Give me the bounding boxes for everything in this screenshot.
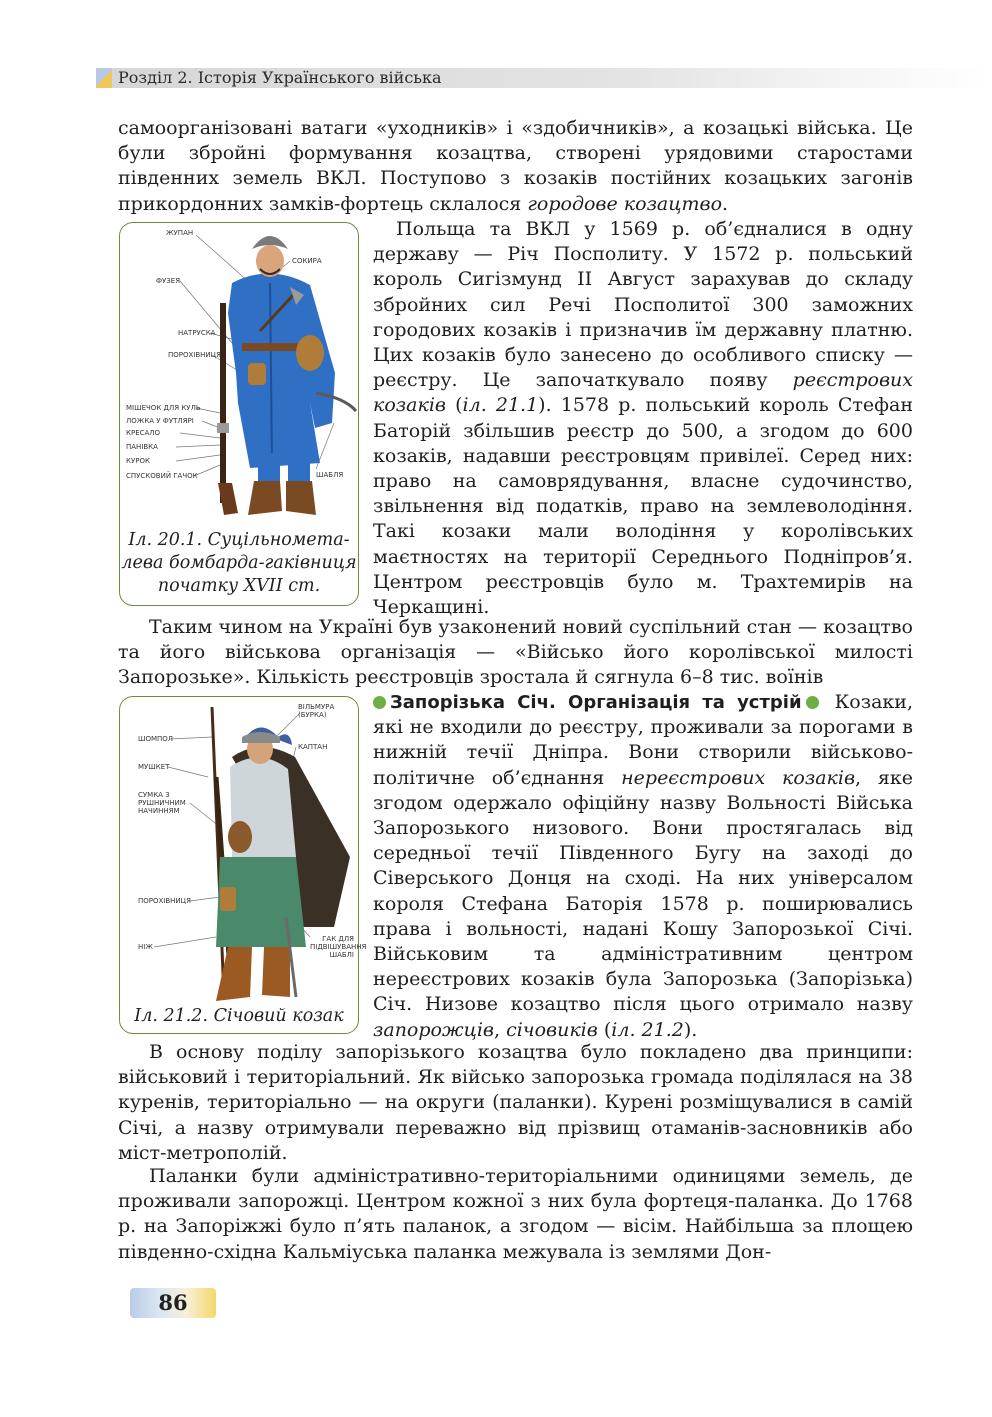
label-kurok: КУРОК xyxy=(126,457,150,465)
label-porokhivnytsia-2: ПОРОХІВНИЦЯ xyxy=(138,897,191,905)
paragraph-1: самоорганізовані ватаги «уходників» і «здобичників», а козацькі війська. Це були збройні формування козацтва, створені урядовими старостами південних земель ВКЛ. Поступово з козаків постійних козацьких загонів прикордонних замків-фортець склалося городове козацтво. xyxy=(118,117,913,215)
figure-21-2-caption: Іл. 21.2. Січовий козак xyxy=(134,1006,344,1026)
label-kaptan: КАПТАН xyxy=(298,743,328,751)
paragraph-2: Польща та ВКЛ у 1569 р. об’єдналися в одну державу — Річ Посполиту. У 1572 р. польський король Сигізмунд ІІ Август зарахував до складу збройних сил Речі Посполитої 300 заможних городових козаків і призначив їм державну платню. Цих козаків було занесено до особливого списку — реєстру. Це започаткувало появу реєстрових козаків (іл. 21.1). 1578 р. польський король Стефан Баторій збільшив реєстр до 500, а згодом до 600 козаків, надавши реєстровцям привілеї. Серед них: право на самоврядування, власне судочинство, звільнення від податків, право на землеволодіння. Такі козаки мали володіння у королівських маєтностях на території Середнього Подніпров’я. Центром реєстровців було м. Трахтемирів на Черкащині. xyxy=(373,218,914,619)
figure-20-1 xyxy=(119,222,359,606)
bullet-icon xyxy=(806,696,819,709)
figure-21-2 xyxy=(119,696,367,1034)
label-shompol: ШОМПОЛ xyxy=(138,735,174,743)
paragraph-4: Запорізька Січ. Організація та устрій Козаки, які не входили до реєстру, проживали за порогами в нижній течії Дніпра. Вони створили військово-політичне об’єднання нереєстрових козаків, яке згодом одержало офіційну назву Вольності Війська Запорозького низового. Вони простягалась від середньої течії Південного Бугу на заході до Сіверського Донця на сході. На них універсалом короля Стефана Баторія 1578 р. поширювались права і вольності, надані Кошу Запорозької Січі. Військовим та адміністративним центром нереєстрових козаків була Запорозька (Запорізька) Січ. Низове козацтво після цього отримало назву запорожців, січовиків (іл. 21.2). xyxy=(373,691,913,1041)
header-corner-mark xyxy=(96,68,112,88)
label-porokhivnytsia: ПОРОХІВНИЦЯ xyxy=(168,351,221,359)
label-zhupan: ЖУПАН xyxy=(166,229,194,237)
label-lozhka: ЛОЖКА У ФУТЛЯРІ xyxy=(126,417,194,425)
label-vilmura: ВІЛЬМУРА (БУРКА) xyxy=(298,703,335,719)
label-shablia: ШАБЛЯ xyxy=(316,471,344,479)
figure-20-1-caption: Іл. 20.1. Суцільномета- лева бомбарда-гаківниця початку XVII ст. xyxy=(121,530,357,596)
label-nizh: НІЖ xyxy=(138,943,153,951)
label-fuzeia: ФУЗЕЯ xyxy=(156,277,181,285)
label-mushket: МУШКЕТ xyxy=(138,763,170,771)
paragraph-6: Паланки були адміністративно-територіальними одиницями земель, де проживали запорожці. Центром кожної з них була фортеця-паланка. До 1768 р. на Запоріжжі було п’ять паланок, а згодом — вісім. Найбільша за площею південно-східна Кальміуська паланка межувала із землями Дон- xyxy=(118,1165,913,1263)
bullet-icon xyxy=(373,696,386,709)
label-spuskovyi: СПУСКОВИЙ ГАЧОК xyxy=(126,472,198,480)
label-kresalo: КРЕСАЛО xyxy=(126,429,161,437)
page-number: 86 xyxy=(158,1290,188,1315)
label-panivka: ПАНІВКА xyxy=(126,443,158,451)
label-sumka: СУМКА З РУШНИЧНИМ НАЧИННЯМ xyxy=(138,791,186,815)
label-hak: ГАК ДЛЯ ПІДВІШУВАННЯ ШАБЛІ xyxy=(310,935,367,959)
paragraph-3: Таким чином на Україні був узаконений новий суспільний стан — козацтво та його військова організація — «Військо його королівської милості Запорозьке». Кількість реєстровців зростала й сягнула 6–8 тис. воїнів xyxy=(118,616,913,689)
section-heading: Запорізька Січ. Організація та устрій xyxy=(390,692,802,713)
running-header: Розділ 2. Історія Українського війська xyxy=(118,68,442,87)
label-natruska: НАТРУСКА xyxy=(178,329,216,337)
label-sokyra: СОКИРА xyxy=(292,257,322,265)
paragraph-5: В основу поділу запорізького козацтва було покладено два принципи: військовий і територіальний. Як військо запорозька громада поділялася на 38 куренів, територіально — на округи (паланки). Курені розміщувалися в самій Січі, а назву отримували переважно від прізвищ отаманів-засновників або міст-метрополій. xyxy=(118,1041,913,1164)
page-number-badge xyxy=(130,1288,216,1318)
label-mishechok: МІШЕЧОК ДЛЯ КУЛЬ xyxy=(126,404,201,412)
